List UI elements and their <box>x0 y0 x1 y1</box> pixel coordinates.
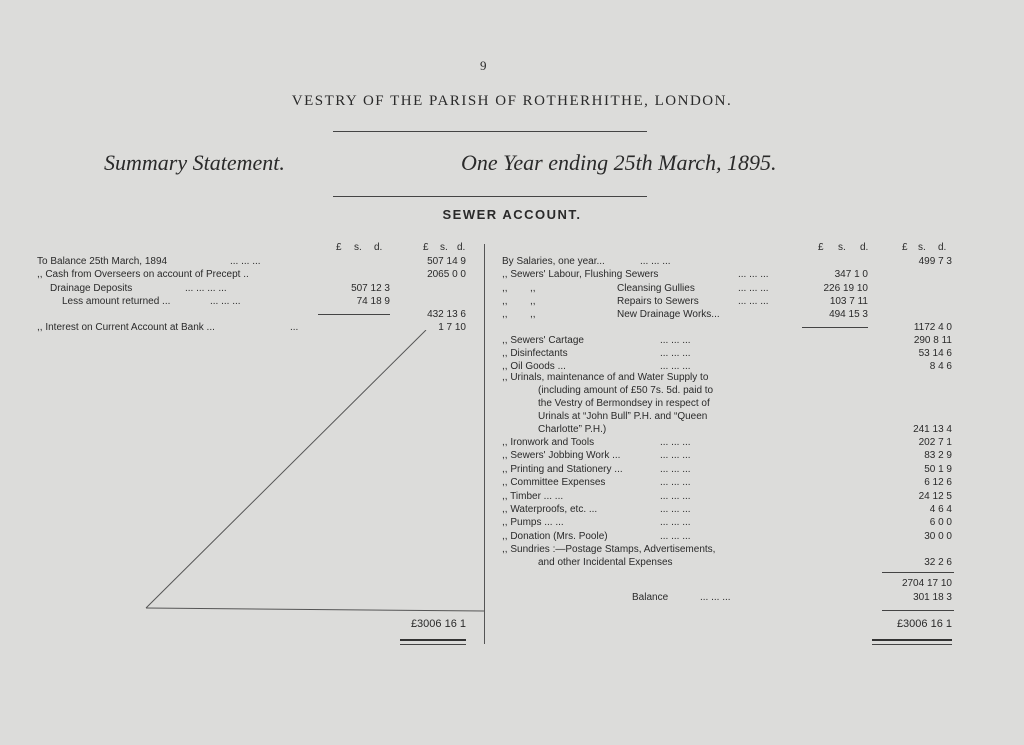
payment-label: Balance <box>632 592 669 603</box>
page-number: 9 <box>480 58 487 73</box>
payment-subamount: 347 1 0 <box>834 269 868 280</box>
payment-label: ,, Sewers' Labour, Flushing Sewers <box>502 269 659 280</box>
payment-label: ,, Urinals, maintenance of and Water Supply to <box>502 372 709 383</box>
payment-amount: 53 14 6 <box>918 348 952 359</box>
receipt-subamount: 74 18 9 <box>356 296 390 307</box>
header-pounds: £ <box>902 242 908 253</box>
payment-label: Urinals at “John Bull” P.H. and “Queen <box>538 411 708 422</box>
payment-amount: 6 0 0 <box>929 517 952 529</box>
header-shillings: s. <box>918 242 926 253</box>
leader-dots: ... <box>290 322 299 333</box>
header-pence: d. <box>374 242 383 253</box>
payment-label: Cleansing Gullies <box>617 283 695 294</box>
page-title: VESTRY OF THE PARISH OF ROTHERHITHE, LONDON. <box>291 93 733 109</box>
double-rule <box>400 639 466 641</box>
leader-dots: ... ... ... <box>660 477 691 489</box>
leader-dots: ... ... ... <box>738 283 769 294</box>
receipt-label: To Balance 25th March, 1894 <box>37 256 168 267</box>
payment-label: Repairs to Sewers <box>617 296 699 307</box>
subtotal-rule <box>318 314 390 315</box>
subtotal-rule <box>882 572 954 573</box>
leader-dots: ... ... ... <box>640 256 671 267</box>
header-pence: d. <box>860 242 869 253</box>
header-pounds: £ <box>336 242 342 253</box>
payment-label: ,, Pumps ... ... <box>502 517 564 529</box>
payment-label: ,, Oil Goods ... <box>502 361 566 372</box>
payment-amount: 499 7 3 <box>918 256 952 267</box>
receipt-amount: 2065 0 0 <box>427 269 466 280</box>
receipt-amount: 432 13 6 <box>427 309 466 320</box>
payment-label: ,, Sundries :—Postage Stamps, Advertisements, <box>502 544 716 555</box>
ditto-mark: ,, <box>502 296 508 307</box>
leader-dots: ... ... ... <box>660 530 691 542</box>
payment-amount: 4 6 4 <box>929 504 952 515</box>
divider <box>333 131 647 132</box>
payment-label: ,, Waterproofs, etc. ... <box>502 504 598 515</box>
payment-amount: 24 12 5 <box>918 490 952 502</box>
payment-subtotal: 2704 17 10 <box>901 578 952 589</box>
ditto-mark: ,, <box>502 309 508 320</box>
leader-dots: ... ... ... <box>660 463 691 475</box>
leader-dots: ... ... ... <box>660 335 691 346</box>
payment-amount: 32 2 6 <box>924 557 952 568</box>
leader-dots: ... ... ... <box>230 256 261 267</box>
leader-dots: ... ... ... <box>660 490 691 502</box>
header-shillings: s. <box>440 242 448 253</box>
payment-amount: 6 12 6 <box>924 477 952 489</box>
payment-label: ,, Sewers' Cartage <box>502 335 584 346</box>
payment-subamount: 103 7 11 <box>829 296 868 307</box>
diagonal-cancel-line <box>140 330 490 620</box>
payment-amount: 301 18 3 <box>913 592 952 603</box>
subtitle-right: One Year ending 25th March, 1895. <box>461 150 777 175</box>
double-rule <box>872 639 952 641</box>
receipt-label: ,, Cash from Overseers on account of Precept .. <box>37 269 249 280</box>
leader-dots: ... ... ... ... <box>185 283 227 294</box>
payment-amount: 202 7 1 <box>918 437 952 448</box>
header-pence: d. <box>457 242 466 253</box>
payments-total: £3006 16 1 <box>896 618 952 630</box>
receipt-amount: 1 7 10 <box>438 322 466 333</box>
leader-dots: ... ... ... <box>210 296 241 307</box>
payment-amount: 50 1 9 <box>924 463 952 475</box>
receipt-label: Drainage Deposits <box>50 283 133 294</box>
payment-amount: 30 0 0 <box>924 530 952 542</box>
payment-label: the Vestry of Bermondsey in respect of <box>538 398 710 409</box>
payment-label: ,, Donation (Mrs. Poole) <box>502 530 608 542</box>
payment-amount: 290 8 11 <box>913 335 952 346</box>
payment-label: and other Incidental Expenses <box>538 557 673 568</box>
payment-label: (including amount of £50 7s. 5d. paid to <box>538 385 714 396</box>
header-pounds: £ <box>423 242 429 253</box>
header-pence: d. <box>938 242 947 253</box>
section-heading: SEWER ACCOUNT. <box>442 207 582 222</box>
subtotal-rule <box>802 327 868 328</box>
payment-amount: 241 13 4 <box>913 424 952 435</box>
receipt-subamount: 507 12 3 <box>351 283 390 294</box>
divider <box>333 196 647 197</box>
ditto-mark: ,, <box>502 283 508 294</box>
receipt-label: ,, Interest on Current Account at Bank ... <box>37 322 215 333</box>
leader-dots: ... ... ... <box>738 269 769 280</box>
leader-dots: ... ... ... <box>738 296 769 307</box>
leader-dots: ... ... ... <box>660 437 691 448</box>
payment-amount: 1172 4 0 <box>913 322 952 333</box>
payment-label: ,, Printing and Stationery ... <box>502 463 623 475</box>
leader-dots: ... ... ... <box>660 450 691 462</box>
payment-label: Charlotte” P.H.) <box>538 424 607 435</box>
header-shillings: s. <box>354 242 362 253</box>
leader-dots: ... ... ... <box>660 504 691 515</box>
payment-label: ,, Timber ... ... <box>502 490 564 502</box>
payment-label: ,, Disinfectants <box>502 348 568 359</box>
payment-label: By Salaries, one year... <box>502 256 605 267</box>
leader-dots: ... ... ... <box>660 348 691 359</box>
header-pounds: £ <box>818 242 824 253</box>
payment-subamount: 226 19 10 <box>823 283 868 294</box>
ditto-mark: ,, <box>530 296 536 307</box>
payment-amount: 8 4 6 <box>929 361 952 372</box>
payment-amount: 83 2 9 <box>924 450 952 462</box>
payment-label: ,, Committee Expenses <box>502 477 606 489</box>
leader-dots: ... ... ... <box>660 517 691 529</box>
payment-label: ,, Sewers' Jobbing Work ... <box>502 450 621 462</box>
double-rule <box>872 644 952 645</box>
leader-dots: ... ... ... <box>660 361 691 372</box>
payment-subamount: 494 15 3 <box>829 309 868 320</box>
ditto-mark: ,, <box>530 309 536 320</box>
subtotal-rule <box>882 610 954 611</box>
header-shillings: s. <box>838 242 846 253</box>
payment-label: ,, Ironwork and Tools <box>502 437 595 448</box>
payment-label: New Drainage Works... <box>617 309 720 320</box>
ditto-mark: ,, <box>530 283 536 294</box>
receipts-total: £3006 16 1 <box>410 618 466 630</box>
leader-dots: ... ... ... <box>700 592 731 603</box>
subtitle-left: Summary Statement. <box>104 150 285 175</box>
receipt-amount: 507 14 9 <box>427 256 466 267</box>
double-rule <box>400 644 466 645</box>
receipt-label: Less amount returned ... <box>62 296 171 307</box>
